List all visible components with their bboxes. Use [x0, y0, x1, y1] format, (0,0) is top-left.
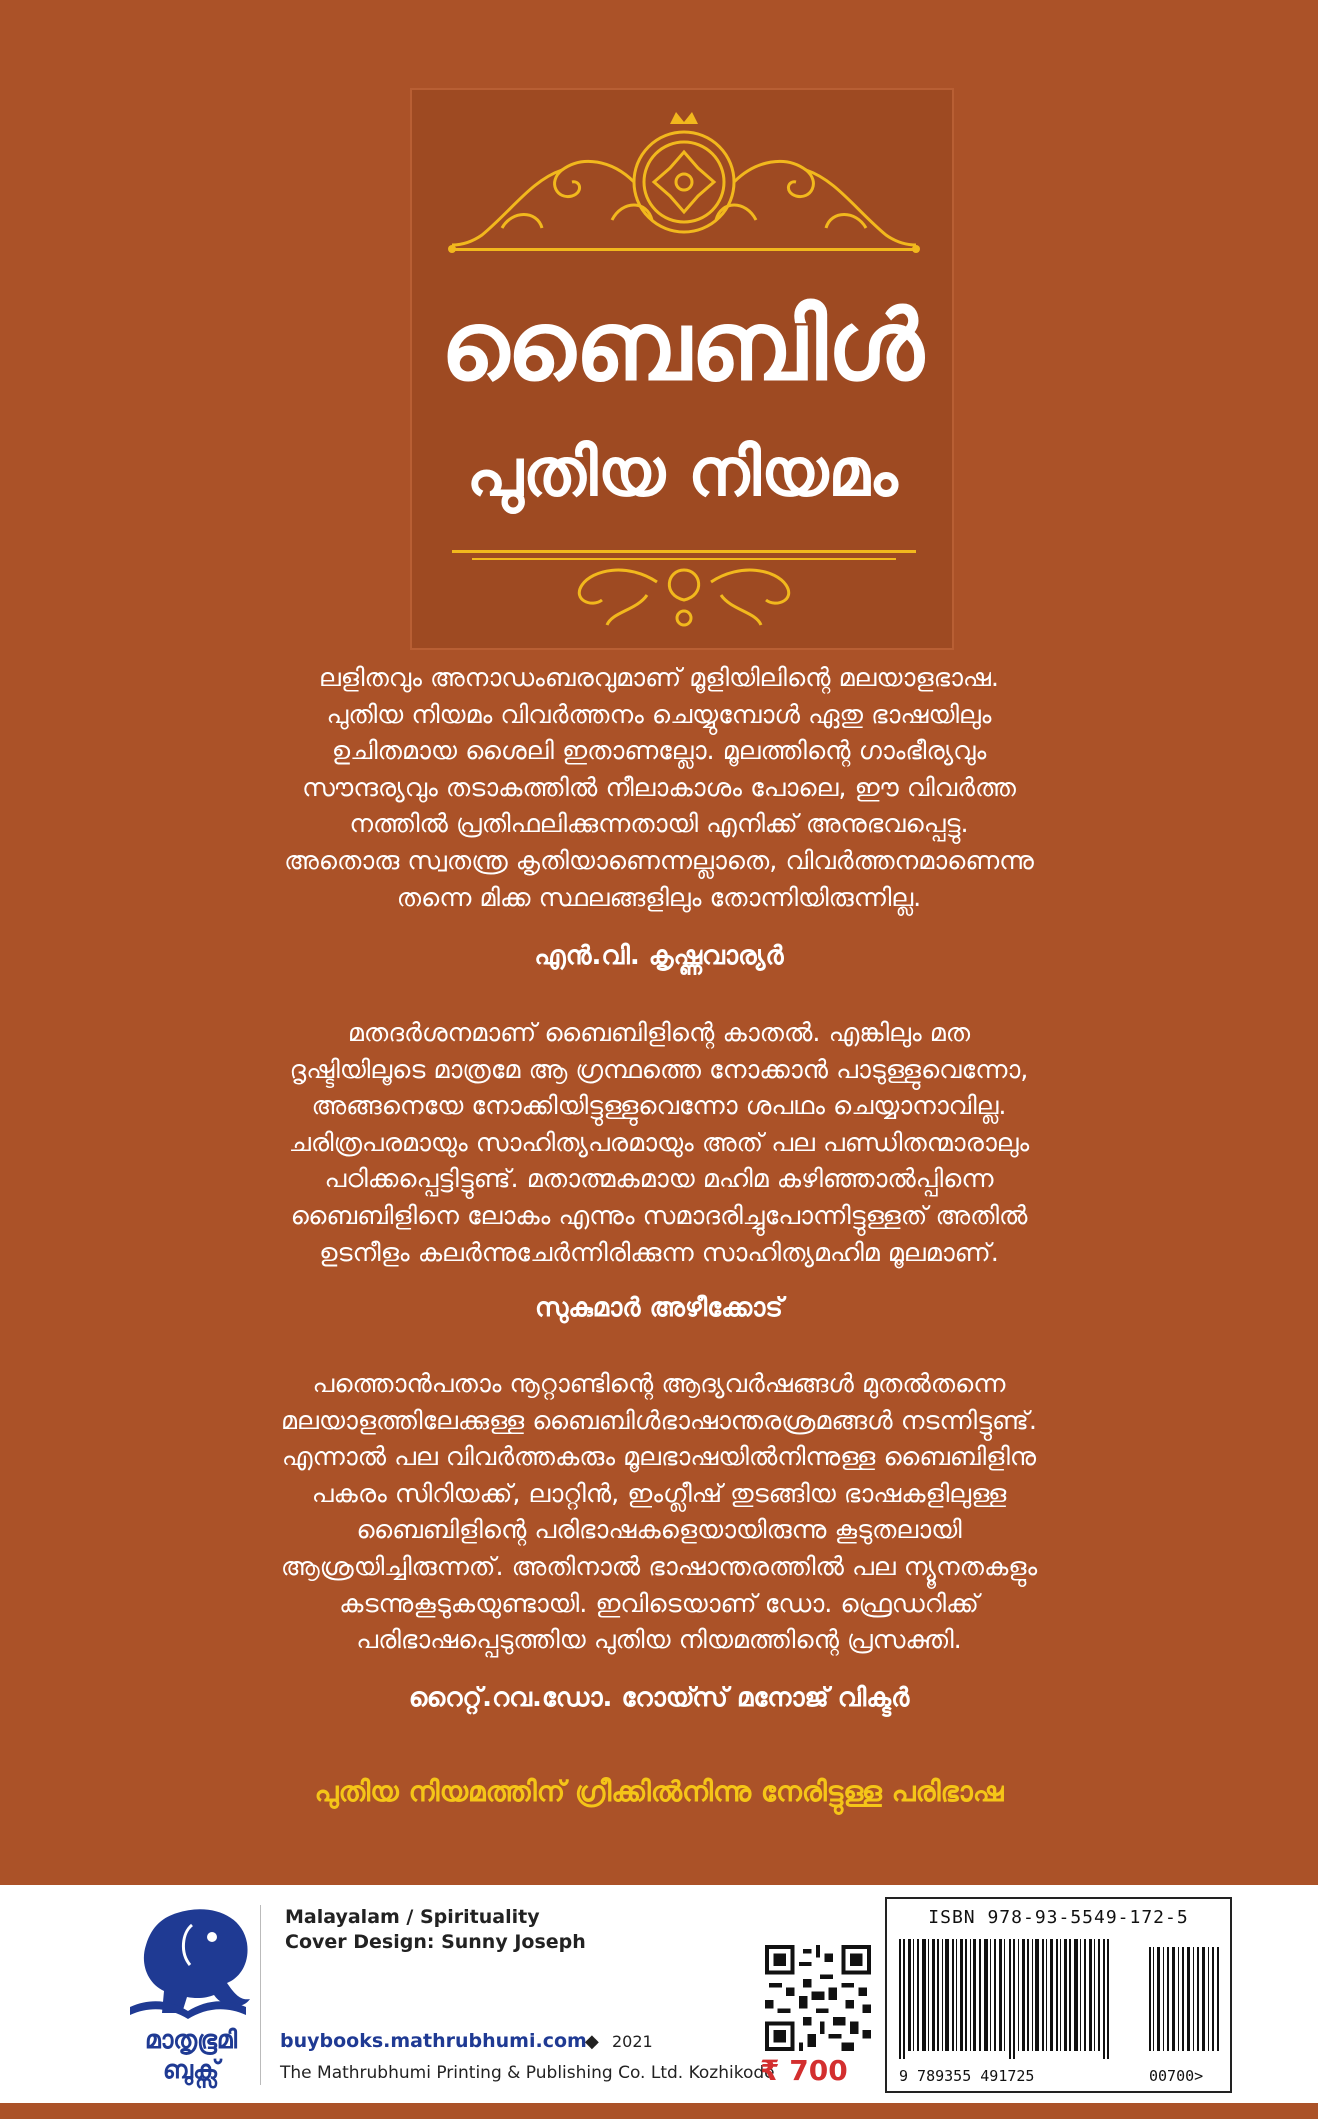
blurb-line: പകരം സിറിയക്ക്, ലാറ്റിൻ, ഇംഗ്ലീഷ് തുടങ്ങിയ ഭാഷകളിലുള്ള: [311, 1478, 1007, 1509]
blurb-line: ബൈബിളിന്റെ പരിഭാഷകളെയായിരുന്നു കൂടുതലായി: [356, 1515, 962, 1546]
barcode-box: [885, 1897, 1232, 2093]
publication-year: 2021: [612, 2032, 653, 2051]
blurb-line: നത്തിൽ പ്രതിഫലിക്കുന്നതായി എനിക്ക് അനുഭവപ്പെട്ടു.: [349, 809, 969, 840]
blurb-line: പത്തൊൻപതാം നൂറ്റാണ്ടിന്റെ ആദ്യവർഷങ്ങൾ മുതൽതന്നെ: [312, 1369, 1006, 1399]
blurb-line: സൗന്ദര്യവും തടാകത്തിൽ നീലാകാശം പോലെ, ഈ വിവർത്ത: [302, 772, 1016, 803]
publisher-logo-text: മാതൃഭൂമി ബുക്സ്: [144, 2025, 238, 2084]
crown-ornament-icon: [412, 100, 956, 265]
cover-design-credit: Cover Design: Sunny Joseph: [285, 1931, 586, 1953]
isbn: ISBN 978-93-5549-172-5: [928, 1907, 1189, 1928]
blurb-line: മതദർശനമാണ് ബൈബിളിന്റെ കാതൽ. എങ്കിലും മത: [347, 1018, 971, 1048]
blurb-line: പരിഭാഷപ്പെടുത്തിയ പുതിയ നിയമത്തിന്റെ പ്രസക്തി.: [356, 1625, 962, 1656]
blurb-2-author: സുകുമാർ അഴീക്കോട്: [535, 1293, 783, 1323]
blurb-line: തന്നെ മിക്ക സ്ഥലങ്ങളിലും തോന്നിയിരുന്നില്ല.: [396, 882, 922, 913]
blurb-2: [180, 1015, 1138, 1271]
blurb-line: അതൊരു സ്വതന്ത്ര കൃതിയാണെന്നല്ലാതെ, വിവർത്തനമാണെന്നു: [284, 845, 1034, 876]
blurb-line: ചരിത്രപരമായും സാഹിത്യപരമായും അത് പല പണ്ഡിതന്മാരാലും: [288, 1127, 1030, 1158]
divider: [260, 1905, 261, 2085]
category: Malayalam / Spirituality: [285, 1906, 540, 1928]
blurb-1: [180, 660, 1138, 916]
blurb-line: പഠിക്കപ്പെട്ടിട്ടുണ്ട്. മതാത്മകമായ മഹിമ കഴിഞ്ഞാൽപ്പിന്നെ: [324, 1164, 994, 1195]
price: ₹ 700: [760, 2054, 848, 2087]
blurb-3: [180, 1366, 1138, 1659]
website-link[interactable]: buybooks.mathrubhumi.com: [280, 2030, 587, 2052]
footer-strip: [0, 1885, 1318, 2103]
blurb-line: ആശ്രയിച്ചിരുന്നത്. അതിനാൽ ഭാഷാന്തരത്തിൽ പല ന്യൂനതകളും: [280, 1551, 1038, 1582]
tagline: പുതിയ നിയമത്തിന് ഗ്രീക്കിൽനിന്നു നേരിട്ടുള്ള പരിഭാഷ: [314, 1775, 1004, 1808]
bottom-ornament-icon: [412, 540, 956, 640]
blurb-line: ഉടനീളം കലർന്നുചേർന്നിരിക്കുന്ന സാഹിത്യമഹിമ മൂലമാണ്.: [319, 1237, 999, 1268]
barcode-digits: 9 789355 491725: [899, 2067, 1035, 2085]
elephant-reading-book-icon: [122, 1903, 257, 2023]
blurb-3-author: റൈറ്റ്.റവ.ഡോ. റോയ്സ് മനോജ് വിക്ടർ: [408, 1683, 910, 1713]
blurb-line: കടന്നുകൂടുകയുണ്ടായി. ഇവിടെയാണ് ഡോ. ഫ്രെഡറിക്ക്: [339, 1588, 979, 1619]
blurb-line: ബൈബിളിനെ ലോകം എന്നും സമാദരിച്ചുപോന്നിട്ടുള്ളത് അതിൽ: [290, 1200, 1028, 1231]
blurb-line: ദൃഷ്ടിയിലൂടെ മാത്രമേ ആ ഗ്രന്ഥത്തെ നോക്കാൻ പാടുള്ളുവെന്നോ,: [289, 1054, 1029, 1085]
barcode-icon: [899, 1939, 1221, 2059]
bottom-border: [0, 2103, 1318, 2119]
book-title: ബൈബിൾ: [440, 290, 924, 402]
blurb-line: പുതിയ നിയമം വിവർത്തനം ചെയ്യുമ്പോൾ ഏതു ഭാഷയിലും: [326, 699, 992, 730]
blurb-line: അങ്ങനെയേ നോക്കിയിട്ടുള്ളുവെന്നോ ശപഥം ചെയ്യാനാവില്ല.: [311, 1091, 1007, 1122]
barcode-addon-digits: 00700>: [1149, 2067, 1204, 2085]
book-subtitle: പുതിയ നിയമം: [466, 434, 898, 511]
blurb-line: മലയാളത്തിലേക്കുള്ള ബൈബിൾഭാഷാന്തരശ്രമങ്ങൾ നടന്നിട്ടുണ്ട്.: [281, 1405, 1037, 1436]
qr-code-icon: [765, 1945, 871, 2051]
title-panel: [410, 88, 954, 650]
blurb-1-author: എൻ.വി. കൃഷ്ണവാര്യർ: [534, 941, 784, 971]
diamond-icon: ◆: [585, 2031, 599, 2052]
blurb-line: ഉചിതമായ ശൈലി ഇതാണല്ലോ. മൂലത്തിന്റെ ഗാംഭീര്യവും: [331, 736, 987, 767]
publisher-name: The Mathrubhumi Printing & Publishing Co. Ltd. Kozhikode: [280, 2063, 775, 2083]
blurb-line: ലളിതവും അനാഡംബരവുമാണ് മൂളിയിലിന്റെ മലയാളഭാഷ.: [318, 663, 1000, 693]
blurb-line: എന്നാൽ പല വിവർത്തകരും മൂലഭാഷയിൽനിന്നുള്ള ബൈബിളിനു: [281, 1442, 1037, 1473]
